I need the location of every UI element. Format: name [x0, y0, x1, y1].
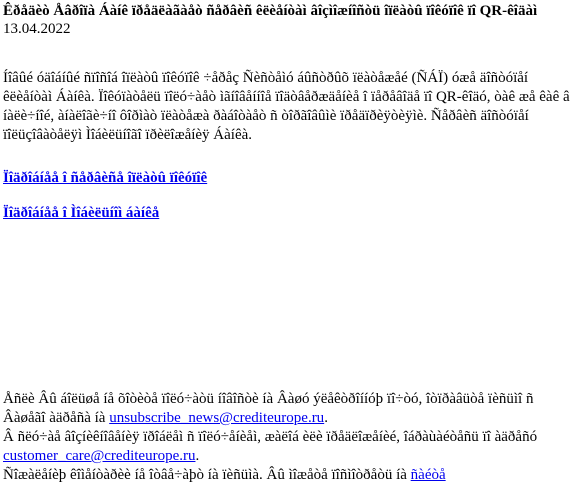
customer-care-paragraph	[3, 428, 577, 466]
site-link[interactable]: ñàéòå	[410, 467, 446, 483]
mobile-bank-link[interactable]: Ïîäðîáíåå î Ìîáèëüíîì áàíêå	[3, 205, 160, 221]
customer-care-email-link[interactable]: customer_care@crediteurope.ru	[3, 448, 196, 464]
unsubscribe-end: .	[324, 410, 328, 426]
email-date: 13.04.2022	[3, 21, 71, 37]
view-online-paragraph	[3, 466, 577, 485]
footer	[3, 390, 577, 485]
details-link[interactable]: Ïîäðîáíåå î ñåðâèñå îïëàòû ïîêóïîê	[3, 170, 208, 186]
unsubscribe-paragraph	[3, 390, 577, 428]
view-online-text: Ñîæàëåíèþ êîìåíòàðèè íå îòâå÷àþò íà ïèñüìà. Âû ìîæåòå ïîñìîòðåòü íà	[3, 467, 407, 483]
unsubscribe-text: Åñëè Âû áîëüøå íå õîòèòå ïîëó÷àòü íîâîñòè íà Âàøó ýëåêòðîííóþ ïî÷òó, îòïðàâüòå ïèñüìî ñ Âàøåãî àäðåñà íà	[3, 391, 534, 426]
unsubscribe-email-link[interactable]: unsubscribe_news@crediteurope.ru	[109, 410, 325, 426]
intro-paragraph: Íîâûé óäîáíûé ñïîñîá îïëàòû ïîêóïîê ÷åðåç Ñèñòåìó áûñòðûõ ïëàòåæåé (ÑÁÏ) óæå äîñòóïåí êëèåíòàì Áàíêà. Ïîêóïàòåëü ïîëó÷àåò ìãíîâåííîå ïîäòâåðæäåíèå î ïåðåâîäå ïî QR-êîäó, òàê æå êàê â íàëè÷íîé, àíàëîãè÷íî ôîðìàò ïëàòåæà ðàáîòàåò ñ òîðãîâûìè ïðåäïðèÿòèÿìè. Ñåðâèñ äîñòóïåí ïîëüçîâàòåëÿì Ìîáèëüíîãî ïðèëîæåíèÿ Áàíêà.	[3, 70, 570, 143]
customer-care-text: Â ñëó÷àå âîçíèêíîâåíèÿ ïðîáëåì ñ ïîëó÷åíèåì, æàëîá èëè ïðåäëîæåíèé, îáðàùàéòåñü ïî àäðåñó	[3, 429, 538, 445]
email-subject: Êðåäèò Åâðîïà Áàíê ïðåäëàãàåò ñåðâèñ êëèåíòàì âîçìîæíîñòü îïëàòû ïîêóïîê ïî QR-êîäàì	[3, 3, 538, 19]
email-body	[3, 0, 577, 483]
customer-care-end: .	[195, 448, 200, 464]
